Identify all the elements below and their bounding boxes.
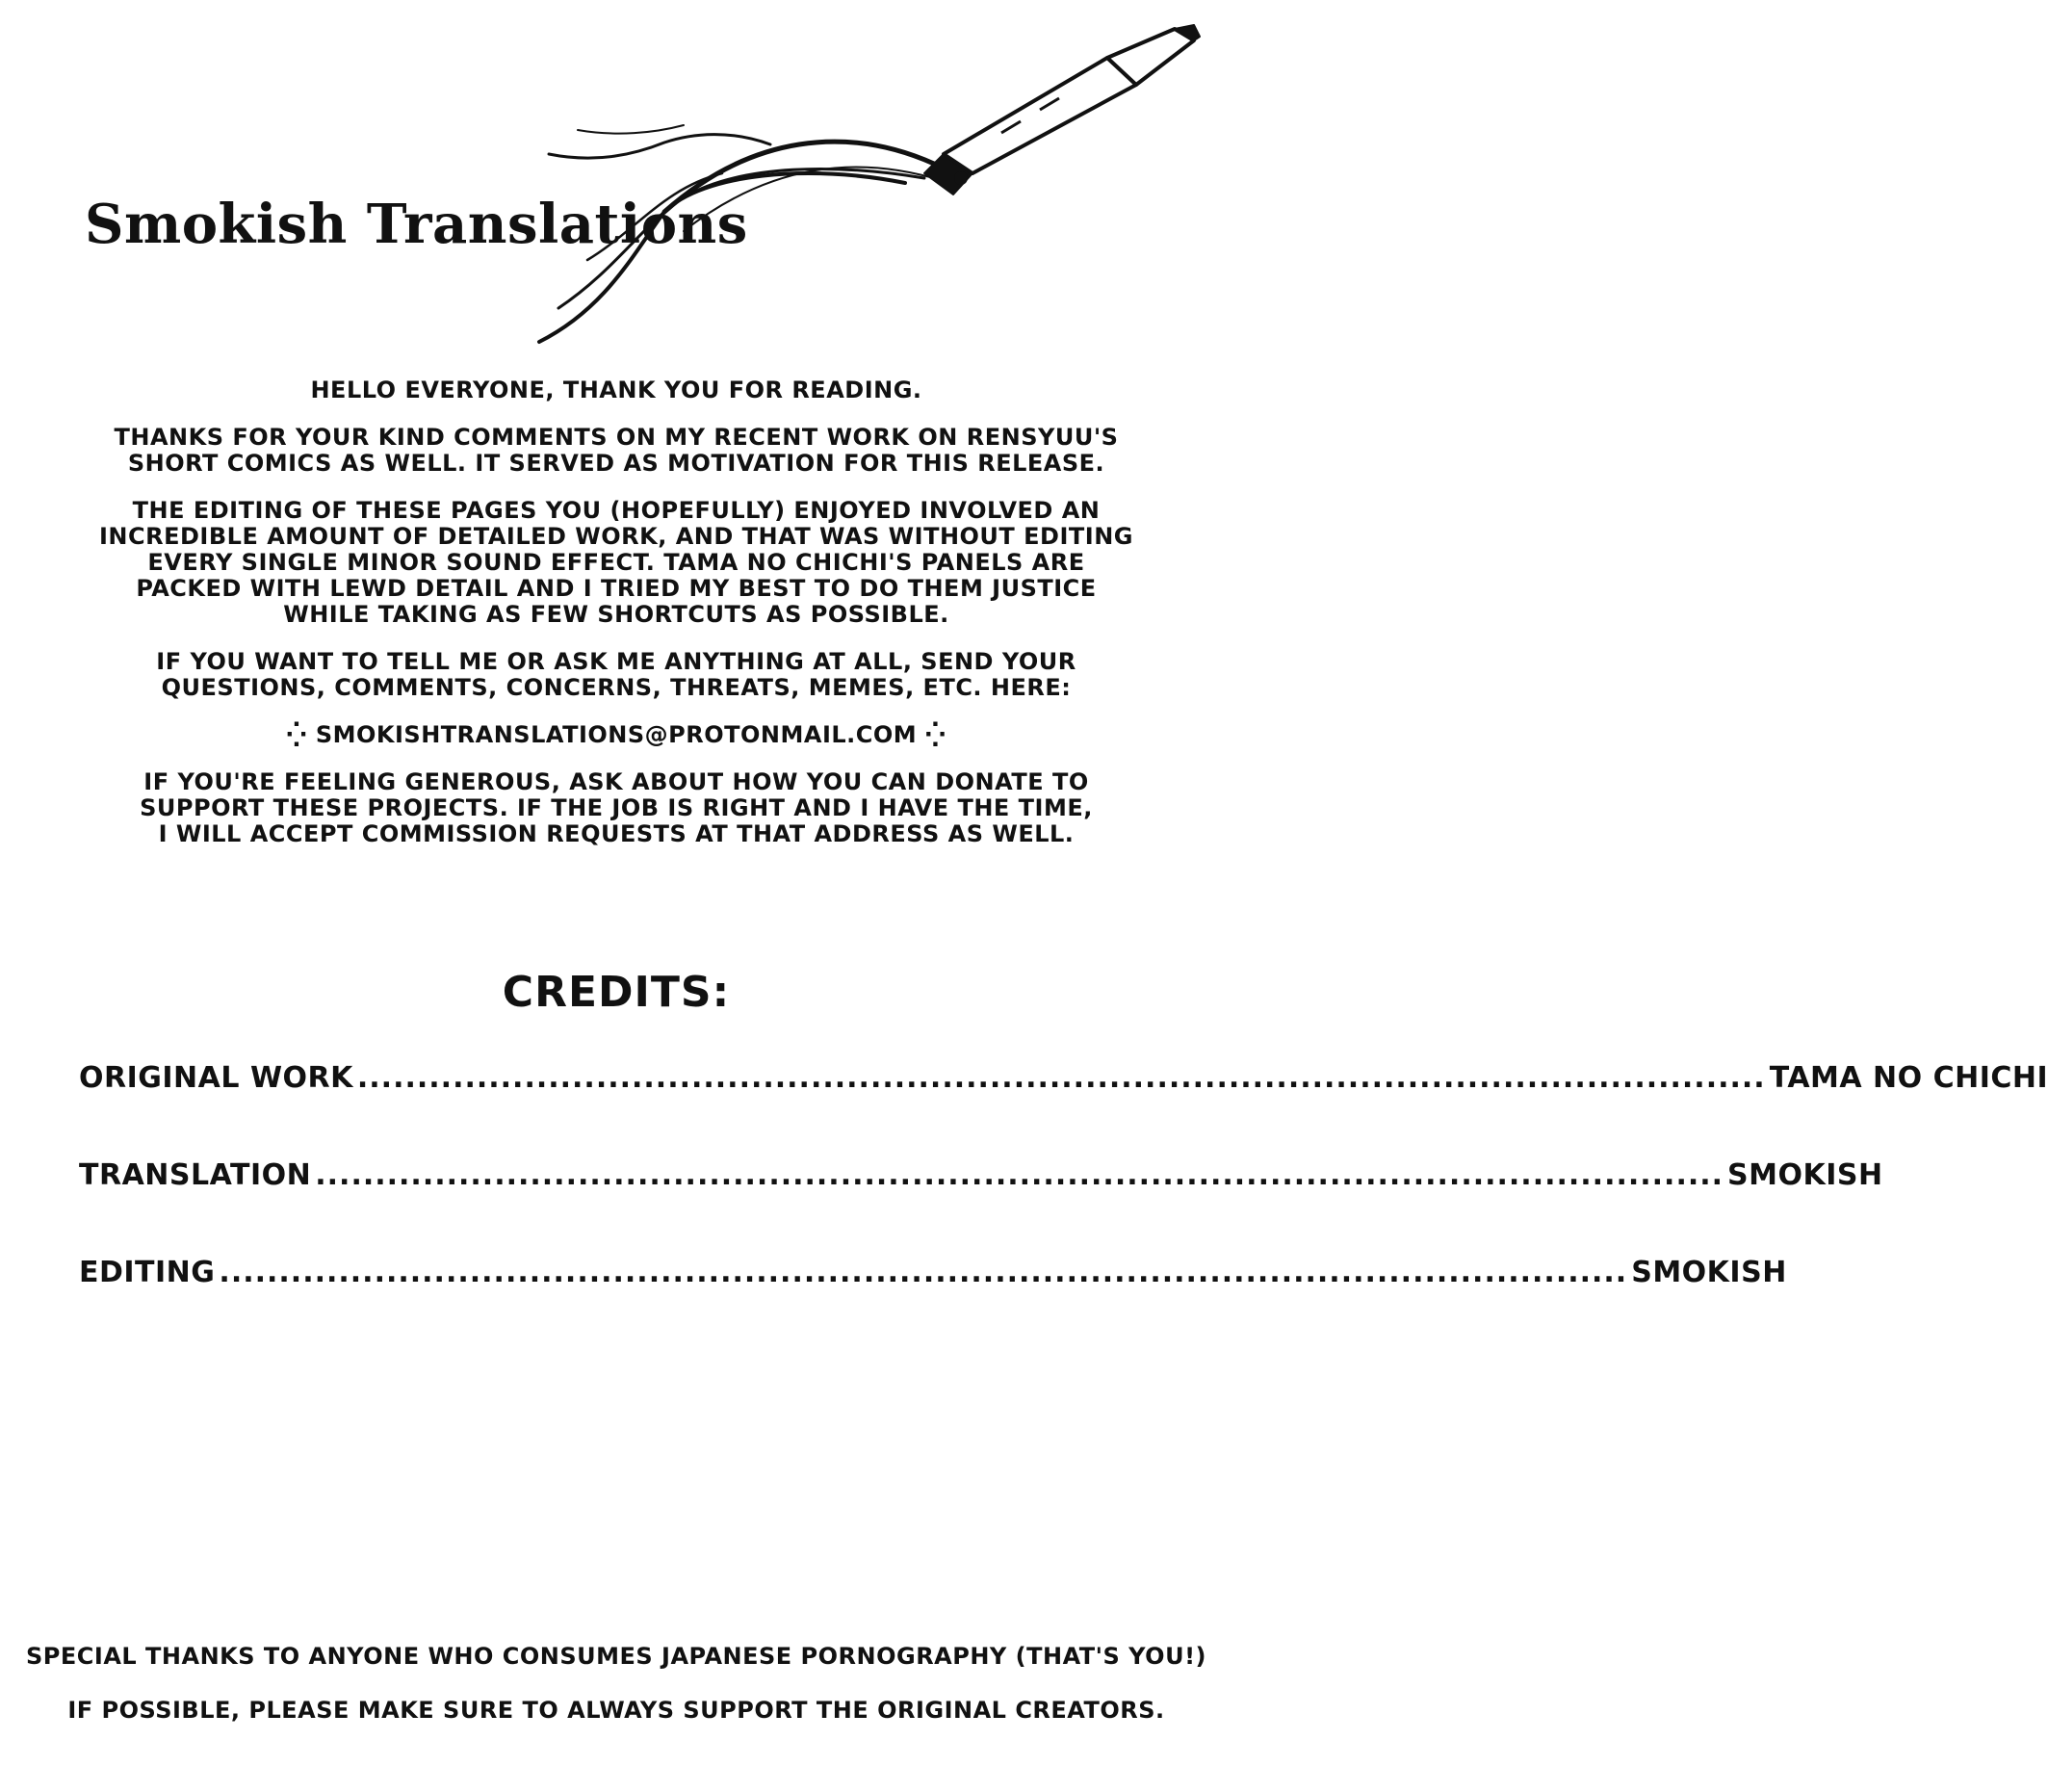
editing-line-2: INCREDIBLE AMOUNT OF DETAILED WORK, AND THAT WAS WITHOUT EDITING [99, 523, 1133, 550]
contact-email[interactable]: SMOKISHTRANSLATIONS@PROTONMAIL.COM [315, 721, 918, 748]
greeting-text: HELLO EVERYONE, THANK YOU FOR READING. [310, 377, 922, 403]
contact-paragraph [87, 649, 1146, 701]
credit-name: TAMA NO CHICHI [1769, 1061, 2048, 1095]
thanks-line-1: THANKS FOR YOUR KIND COMMENTS ON MY RECENT WORK ON RENSYUU'S [114, 424, 1119, 451]
editing-line-1: THE EDITING OF THESE PAGES YOU (HOPEFULLY) ENJOYED INVOLVED AN [132, 497, 1101, 524]
credits-title: CREDITS: [502, 968, 731, 1017]
footer-special-thanks: SPECIAL THANKS TO ANYONE WHO CONSUMES JAPANESE PORNOGRAPHY (THAT'S YOU!) [26, 1643, 1206, 1670]
dot-leader: ...................................................................................................................... [356, 1061, 1766, 1095]
brush-stroke [549, 135, 770, 158]
donate-line-2: SUPPORT THESE PROJECTS. IF THE JOB IS RIGHT AND I HAVE THE TIME, [140, 794, 1093, 821]
credit-role: EDITING [79, 1256, 216, 1289]
editing-line-5: WHILE TAKING AS FEW SHORTCUTS AS POSSIBLE. [283, 601, 949, 628]
credit-name: SMOKISH [1631, 1256, 1787, 1289]
sparkle-left-icon: ⁛ [286, 721, 307, 748]
thanks-paragraph [87, 425, 1146, 477]
brush-stroke [578, 125, 684, 134]
dot-leader: ...................................................................................................................... [219, 1256, 1628, 1289]
contact-line-1: IF YOU WANT TO TELL ME OR ASK ME ANYTHING AT ALL, SEND YOUR [156, 648, 1076, 675]
donate-line-1: IF YOU'RE FEELING GENEROUS, ASK ABOUT HOW YOU CAN DONATE TO [143, 768, 1089, 795]
credit-row-original-work [79, 1061, 2048, 1095]
editing-line-3: EVERY SINGLE MINOR SOUND EFFECT. TAMA NO CHICHI'S PANELS ARE [147, 549, 1085, 576]
editing-paragraph [87, 498, 1146, 628]
donate-line-3: I WILL ACCEPT COMMISSION REQUESTS AT THAT ADDRESS AS WELL. [158, 820, 1075, 847]
donate-paragraph [87, 769, 1146, 847]
email-line [87, 722, 1146, 748]
credit-row-editing [79, 1256, 1787, 1289]
pen-body [924, 25, 1200, 195]
sparkle-right-icon: ⁛ [925, 721, 946, 748]
contact-line-2: QUESTIONS, COMMENTS, CONCERNS, THREATS, MEMES, ETC. HERE: [161, 674, 1072, 701]
credit-role: ORIGINAL WORK [79, 1061, 353, 1095]
editing-line-4: PACKED WITH LEWD DETAIL AND I TRIED MY BEST TO DO THEM JUSTICE [136, 575, 1097, 602]
credit-role: TRANSLATION [79, 1158, 312, 1192]
credit-row-translation [79, 1158, 1883, 1192]
footer-support-creators: IF POSSIBLE, PLEASE MAKE SURE TO ALWAYS SUPPORT THE ORIGINAL CREATORS. [67, 1697, 1165, 1724]
credit-name: SMOKISH [1727, 1158, 1883, 1192]
brand-logo: Smokish Translations [85, 193, 748, 256]
greeting [87, 377, 1146, 403]
thanks-line-2: SHORT COMICS AS WELL. IT SERVED AS MOTIVATION FOR THIS RELEASE. [127, 450, 1105, 477]
translator-notes [87, 377, 1146, 869]
dot-leader: ...................................................................................................................... [315, 1158, 1724, 1192]
